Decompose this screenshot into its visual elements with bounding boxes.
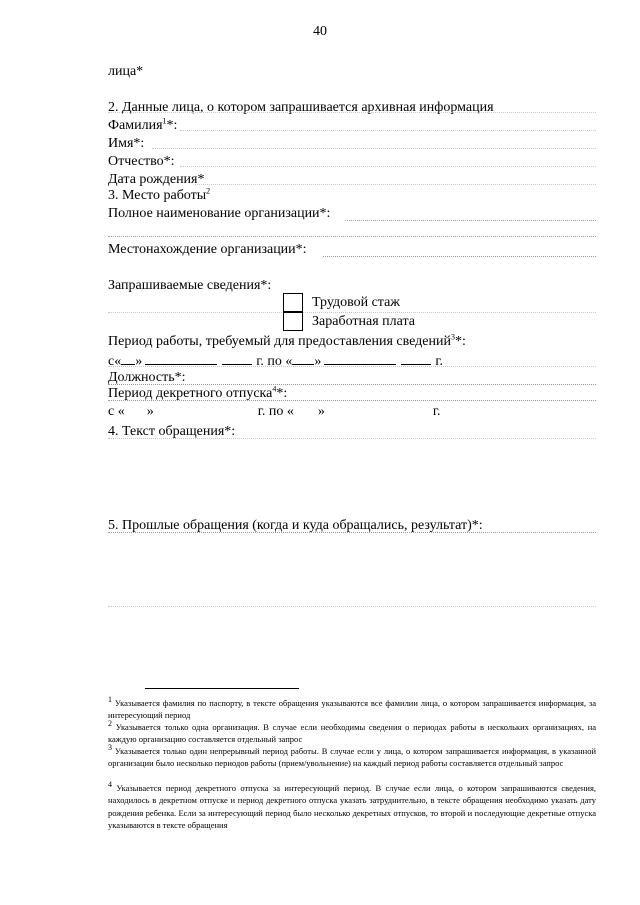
previous-requests-field-line2[interactable]: [108, 606, 596, 607]
footnote-3: $^3$ Указывается только один непрерывный период работы. В случае если у лица, о котором запрашивается информация, в указанной организации было несколько периодов работы (прием/увольнение) на каждый период работы составляется отдельный запрос: [108, 743, 596, 769]
period-end-month-field[interactable]: [324, 352, 396, 365]
footnote-2: $^2$ Указывается только одна организация. В случае если необходимы сведения о периодах работы в нескольких организациях, на каждую организацию составляется отдельный запрос: [108, 719, 597, 745]
salary-label: Заработная плата: [312, 314, 415, 329]
section2-heading: 2. Данные лица, о котором запрашивается архивная информация: [108, 100, 494, 115]
section3-heading: 3. Место работы$^2$: [108, 186, 211, 203]
patronymic-label: Отчество*:: [108, 154, 175, 169]
footnote-separator: [145, 688, 299, 689]
requested-info-label: Запрашиваемые сведения*:: [108, 278, 272, 293]
work-experience-label: Трудовой стаж: [312, 295, 400, 310]
period-end-year-field[interactable]: [401, 352, 431, 365]
org-name-field-line2[interactable]: [108, 236, 596, 237]
birth-date-field[interactable]: [195, 184, 596, 185]
period-start-day-field[interactable]: [121, 352, 135, 365]
period-start-year-field[interactable]: [222, 352, 252, 365]
period-start-month-field[interactable]: [145, 352, 217, 365]
maternity-field[interactable]: [108, 400, 596, 401]
org-location-field[interactable]: [323, 256, 596, 257]
section5-heading: 5. Прошлые обращения (когда и куда обращались, результат)*:: [108, 518, 483, 533]
birth-date-label: Дата рождения*: [108, 172, 205, 187]
maternity-dates-row: с « » г. по « » г.: [108, 404, 441, 419]
position-field[interactable]: [108, 384, 596, 385]
period-label: Период работы, требуемый для предоставления сведений$^3$*:: [108, 332, 466, 349]
salary-checkbox[interactable]: [283, 312, 303, 331]
period-dates-row: с« » г. по « » г.: [108, 354, 444, 369]
page-number: 40: [313, 24, 327, 39]
org-name-label: Полное наименование организации*:: [108, 206, 331, 221]
period-end-day-field[interactable]: [292, 352, 314, 365]
name-label: Имя*:: [108, 136, 145, 151]
maternity-label: Период декретного отпуска$^4$*:: [108, 384, 288, 401]
patronymic-field[interactable]: [180, 166, 596, 167]
position-label: Должность*:: [108, 370, 186, 385]
surname-label: Фамилия$^1$*:: [108, 116, 178, 133]
request-text-field[interactable]: [108, 438, 596, 439]
section4-heading: 4. Текст обращения*:: [108, 424, 236, 439]
section2-heading-dotted-line: [108, 112, 596, 113]
surname-field[interactable]: [180, 130, 596, 131]
footnote-4: $^4$ Указывается период декретного отпуска за интересующий период. В случае если лица, о котором запрашиваются сведения, находилось в декретном отпуске и период декретного отпуска указать затруднительно, в тексте обращения необходимо указать дату рождения ребенка. Если за интересующий период было несколько декретных отпусков, то второй и последующие декретные отпуска указываются в тексте обращения: [108, 780, 597, 830]
org-name-field[interactable]: [345, 220, 596, 221]
org-location-label: Местонахождение организации*:: [108, 242, 307, 257]
name-field[interactable]: [152, 148, 596, 149]
footnote-1: $^1$ Указывается фамилия по паспорту, в тексте обращения указываются все фамилии лица, о котором запрашивается информация, за интересующий период: [108, 695, 596, 721]
previous-requests-field[interactable]: [108, 532, 596, 533]
period-dates-dotted-line: [108, 366, 596, 367]
requested-info-dotted-line: [108, 312, 596, 313]
top-fragment: лица*: [108, 64, 144, 79]
work-experience-checkbox[interactable]: [283, 293, 303, 312]
